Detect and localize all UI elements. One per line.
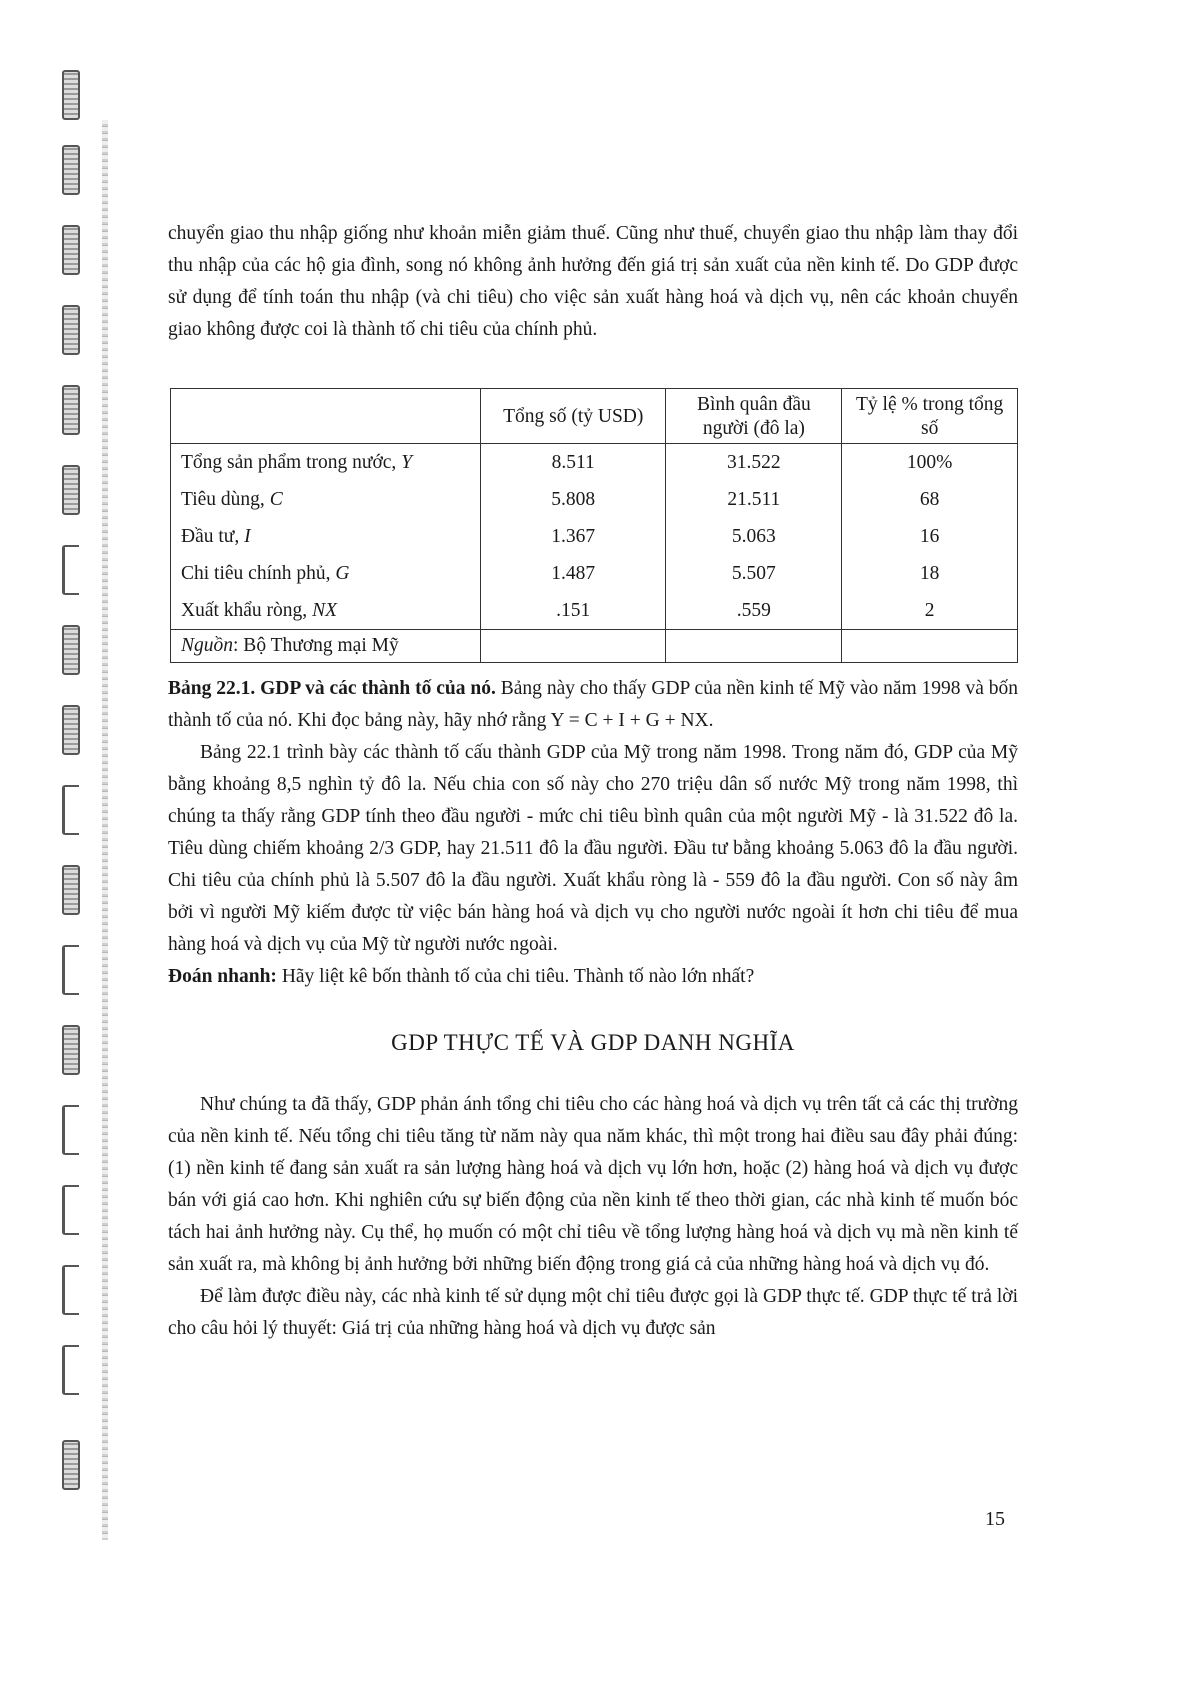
section-heading: GDP THỰC TẾ VÀ GDP DANH NGHĨA — [391, 1030, 795, 1055]
table-header-row — [171, 389, 1018, 444]
page-binding — [0, 0, 130, 1685]
table-header-per-capita: Bình quân đầu người (đô la) — [666, 389, 842, 444]
binding-hole — [62, 785, 79, 835]
binding-hole — [62, 305, 80, 355]
table-row — [171, 592, 1018, 630]
table-source-empty — [842, 630, 1018, 663]
binding-hole — [62, 70, 80, 120]
section-paragraph-2: Để làm được điều này, các nhà kinh tế sử dụng một chỉ tiêu được gọi là GDP thực tế. GDP thực tế trả lời cho câu hỏi lý thuyết: Giá trị của những hàng hoá và dịch vụ được sản — [168, 1286, 1018, 1339]
row-total: 1.367 — [481, 518, 666, 555]
table-row — [171, 444, 1018, 482]
table-source-row — [171, 630, 1018, 663]
binding-hole — [62, 145, 80, 195]
row-per-capita: 5.063 — [666, 518, 842, 555]
row-percent: 16 — [842, 518, 1018, 555]
binding-hole — [62, 1185, 79, 1235]
quick-quiz — [168, 961, 1018, 993]
intro-paragraph: chuyển giao thu nhập giống như khoản miễn giảm thuế. Cũng như thuế, chuyển giao thu nhập làm thay đổi thu nhập của các hộ gia đình, song nó không ảnh hưởng đến giá trị sản xuất của nền kinh tế. Do GDP được sử dụng để tính toán thu nhập (và chi tiêu) cho việc sản xuất hàng hoá và dịch vụ, nên các khoản chuyển giao không được coi là thành tố chi tiêu của chính phủ. — [168, 223, 1018, 340]
table-row — [171, 518, 1018, 555]
binding-hole — [62, 1440, 80, 1490]
binding-hole — [62, 865, 80, 915]
quick-quiz-text: Hãy liệt kê bốn thành tố của chi tiêu. Thành tố nào lớn nhất? — [276, 966, 755, 987]
row-percent: 2 — [842, 592, 1018, 630]
gdp-table — [170, 388, 1018, 663]
table-header-total: Tổng số (tỷ USD) — [481, 389, 666, 444]
page-number: 15 — [985, 1508, 1005, 1530]
table-caption — [168, 673, 1018, 737]
binding-hole — [62, 225, 80, 275]
binding-hole — [62, 1025, 80, 1075]
explanation-paragraph: Bảng 22.1 trình bày các thành tố cấu thành GDP của Mỹ trong năm 1998. Trong năm đó, GDP của Mỹ bằng khoảng 8,5 nghìn tỷ đô la. Nếu chia con số này cho 270 triệu dân số nước Mỹ trong năm 1998, thì chúng ta thấy rằng GDP tính theo đầu người - mức chi tiêu bình quân của một người Mỹ - là 31.522 đô la. Tiêu dùng chiếm khoảng 2/3 GDP, hay 21.511 đô la đầu người. Đầu tư bằng khoảng 5.063 đô la đầu người. Chi tiêu của chính phủ là 5.507 đô la đầu người. Xuất khẩu ròng là - 559 đô la đầu người. Con số này âm bởi vì người Mỹ kiếm được từ việc bán hàng hoá và dịch vụ cho người nước ngoài ít hơn chi tiêu để mua hàng hoá và dịch vụ của Mỹ từ người nước ngoài. — [168, 742, 1018, 955]
table-header-percent: Tỷ lệ % trong tổng số — [842, 389, 1018, 444]
binding-hole — [62, 625, 80, 675]
row-per-capita: 5.507 — [666, 555, 842, 592]
table-row — [171, 555, 1018, 592]
row-per-capita: 31.522 — [666, 444, 842, 482]
section-paragraph-1: Như chúng ta đã thấy, GDP phản ánh tổng chi tiêu cho các hàng hoá và dịch vụ trên tất cả các thị trường của nền kinh tế. Nếu tổng chi tiêu tăng từ năm này qua năm khác, thì một trong hai điều sau đây phải đúng: (1) nền kinh tế đang sản xuất ra sản lượng hàng hoá và dịch vụ lớn hơn, hoặc (2) hàng hoá và dịch vụ được bán với giá cao hơn. Khi nghiên cứu sự biến động của nền kinh tế theo thời gian, các nhà kinh tế muốn bóc tách hai ảnh hưởng này. Cụ thể, họ muốn có một chỉ tiêu về tổng lượng hàng hoá và dịch vụ mà nền kinh tế sản xuất ra, mà không bị ảnh hưởng bởi những biến động trong giá cả của những hàng hoá và dịch vụ đó. — [168, 1094, 1018, 1275]
binding-hole — [62, 945, 79, 995]
row-label: Tổng sản phẩm trong nước, Y — [171, 444, 481, 482]
binding-hole — [62, 465, 80, 515]
binding-spine — [102, 120, 108, 1540]
caption-title: Bảng 22.1. GDP và các thành tố của nó. — [168, 678, 496, 699]
row-label: Xuất khẩu ròng, NX — [171, 592, 481, 630]
table-source-empty — [481, 630, 666, 663]
page-content — [168, 218, 1018, 1345]
caption-text: Bảng này cho thấy GDP của nền kinh tế Mỹ vào năm 1998 và bốn thành tố của nó. Khi đọc bảng này, hãy nhớ rằng Y = C + I + G + NX. — [168, 678, 1018, 731]
binding-hole — [62, 1265, 79, 1315]
row-percent: 68 — [842, 481, 1018, 518]
row-percent: 18 — [842, 555, 1018, 592]
binding-hole — [62, 1105, 79, 1155]
row-percent: 100% — [842, 444, 1018, 482]
row-per-capita: .559 — [666, 592, 842, 630]
row-label: Đầu tư, I — [171, 518, 481, 555]
row-total: 1.487 — [481, 555, 666, 592]
binding-hole — [62, 385, 80, 435]
table-source-empty — [666, 630, 842, 663]
row-label: Chi tiêu chính phủ, G — [171, 555, 481, 592]
row-per-capita: 21.511 — [666, 481, 842, 518]
binding-hole — [62, 705, 80, 755]
binding-hole — [62, 1345, 79, 1395]
table-header-blank — [171, 389, 481, 444]
row-total: .151 — [481, 592, 666, 630]
table-source: Nguồn: Bộ Thương mại Mỹ — [171, 630, 481, 663]
quick-quiz-label: Đoán nhanh: — [168, 966, 277, 987]
row-total: 5.808 — [481, 481, 666, 518]
table-row — [171, 481, 1018, 518]
row-label: Tiêu dùng, C — [171, 481, 481, 518]
binding-hole — [62, 545, 79, 595]
row-total: 8.511 — [481, 444, 666, 482]
